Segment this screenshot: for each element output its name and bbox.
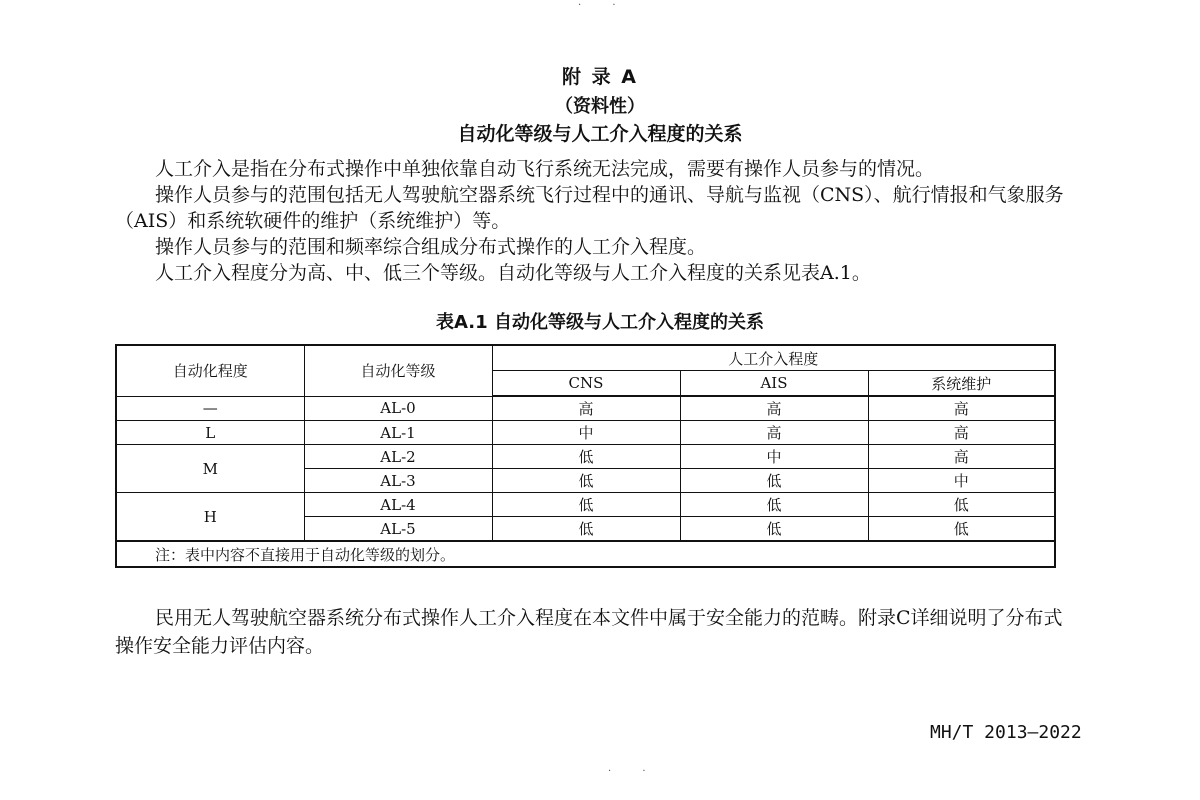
header-automation-level: 自动化等级 bbox=[304, 345, 492, 396]
ais-cell: 高 bbox=[680, 421, 868, 445]
degree-cell: M bbox=[116, 445, 304, 493]
cns-cell: 中 bbox=[492, 421, 680, 445]
cns-cell: 高 bbox=[492, 396, 680, 421]
annex-heading: 附 录 A bbox=[562, 66, 638, 88]
maintenance-cell: 低 bbox=[868, 493, 1055, 517]
level-cell: AL-4 bbox=[304, 493, 492, 517]
degree-cell: — bbox=[116, 396, 304, 421]
ais-cell: 高 bbox=[680, 396, 868, 421]
paragraph-3: 操作人员参与的范围和频率综合组成分布式操作的人工介入程度。 bbox=[155, 236, 707, 258]
table-header-row bbox=[116, 345, 1055, 371]
maintenance-cell: 低 bbox=[868, 517, 1055, 542]
level-cell: AL-5 bbox=[304, 517, 492, 542]
level-cell: AL-2 bbox=[304, 445, 492, 469]
degree-cell: L bbox=[116, 421, 304, 445]
paragraph-4: 人工介入程度分为高、中、低三个等级。自动化等级与人工介入程度的关系见表A.1。 bbox=[155, 262, 871, 284]
maintenance-cell: 高 bbox=[868, 396, 1055, 421]
level-cell: AL-1 bbox=[304, 421, 492, 445]
level-cell: AL-0 bbox=[304, 396, 492, 421]
table-caption: 表A.1 自动化等级与人工介入程度的关系 bbox=[436, 312, 764, 333]
table-note: 注：表中内容不直接用于自动化等级的划分。 bbox=[116, 541, 1055, 567]
header-maintenance: 系统维护 bbox=[868, 371, 1055, 397]
header-intervention-degree: 人工介入程度 bbox=[492, 345, 1055, 371]
ais-cell: 低 bbox=[680, 493, 868, 517]
header-cns: CNS bbox=[492, 371, 680, 397]
top-scan-dots: · · bbox=[578, 0, 630, 11]
header-ais: AIS bbox=[680, 371, 868, 397]
cns-cell: 低 bbox=[492, 493, 680, 517]
maintenance-cell: 中 bbox=[868, 469, 1055, 493]
paragraph-2: 操作人员参与的范围包括无人驾驶航空器系统飞行过程中的通讯、导航与监视（CNS）、航行情报和气象服务（AIS）和系统软硬件的维护（系统维护）等。 bbox=[115, 184, 1064, 232]
annex-title: 自动化等级与人工介入程度的关系 bbox=[457, 123, 743, 145]
table-row bbox=[116, 445, 1055, 469]
maintenance-cell: 高 bbox=[868, 445, 1055, 469]
ais-cell: 低 bbox=[680, 469, 868, 493]
cns-cell: 低 bbox=[492, 445, 680, 469]
table-row bbox=[116, 493, 1055, 517]
bottom-scan-dots: · · bbox=[608, 766, 660, 777]
paragraph-1: 人工介入是指在分布式操作中单独依靠自动飞行系统无法完成，需要有操作人员参与的情况。 bbox=[155, 158, 935, 180]
maintenance-cell: 高 bbox=[868, 421, 1055, 445]
header-automation-degree: 自动化程度 bbox=[116, 345, 304, 396]
cns-cell: 低 bbox=[492, 469, 680, 493]
cns-cell: 低 bbox=[492, 517, 680, 542]
ais-cell: 中 bbox=[680, 445, 868, 469]
closing-paragraph: 民用无人驾驶航空器系统分布式操作人工介入程度在本文件中属于安全能力的范畴。附录C详细说明了分布式操作安全能力评估内容。 bbox=[115, 607, 1063, 657]
degree-cell: H bbox=[116, 493, 304, 542]
document-code: MH/T 2013—2022 bbox=[930, 722, 1082, 743]
annex-type-note: （资料性） bbox=[555, 96, 645, 117]
table-note-row bbox=[116, 541, 1055, 567]
automation-table bbox=[115, 344, 1056, 568]
table-row bbox=[116, 396, 1055, 421]
ais-cell: 低 bbox=[680, 517, 868, 542]
level-cell: AL-3 bbox=[304, 469, 492, 493]
table-row bbox=[116, 421, 1055, 445]
